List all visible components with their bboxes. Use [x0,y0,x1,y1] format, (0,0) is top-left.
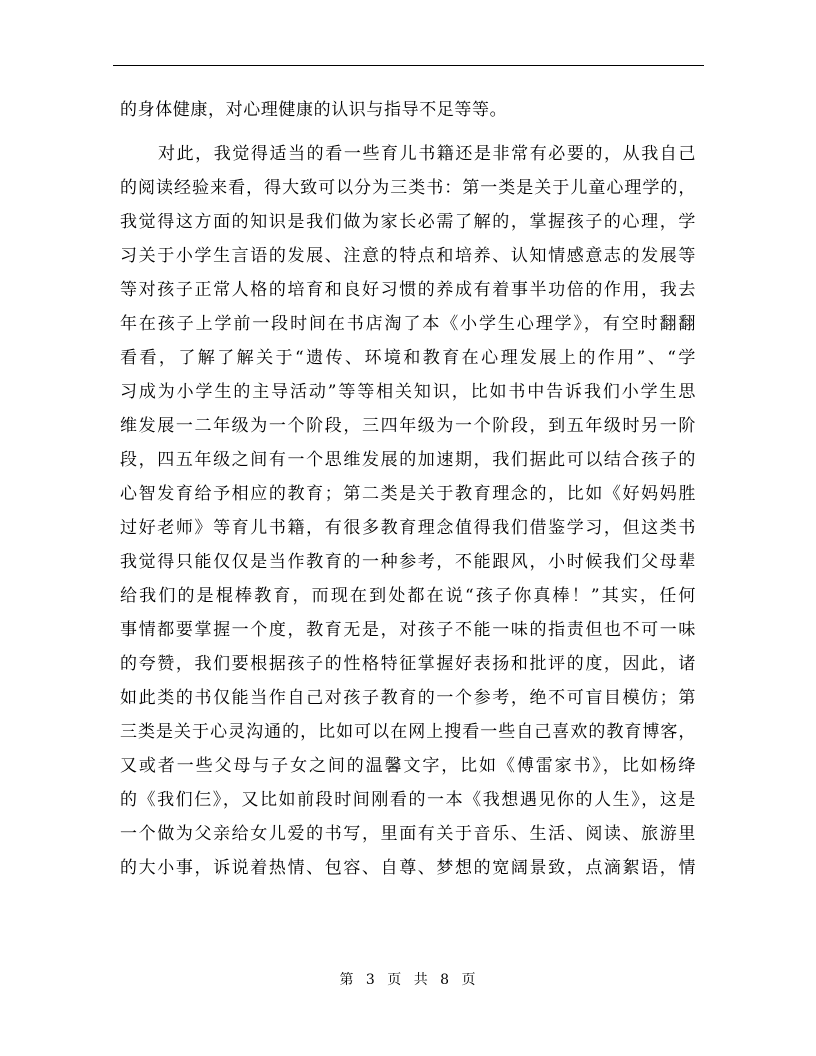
paragraph-line: 的夸赞，我们要根据孩子的性格特征掌握好表扬和批评的度，因此，诸 [120,654,696,674]
paragraph-1 [120,93,696,127]
paragraph-2 [120,137,696,885]
footer-current-page: 3 [365,972,376,988]
paragraph-line: 习成为小学生的主导活动”等等相关知识，比如书中告诉我们小学生思 [120,382,696,402]
page-footer [0,970,816,990]
paragraph-line: 的《我们仨》，又比如前段时间刚看的一本《我想遇见你的人生》，这是 [120,790,696,810]
paragraph-spacing [120,127,696,137]
paragraph-line: 的身体健康，对心理健康的认识与指导不足等等。 [120,100,508,120]
paragraph-line: 的阅读经验来看，得大致可以分为三类书：第一类是关于儿童心理学的， [120,178,696,198]
paragraph-line: 一个做为父亲给女儿爱的书写，里面有关于音乐、生活、阅读、旅游里 [120,824,696,844]
paragraph-line: 给我们的是棍棒教育，而现在到处都在说“孩子你真棒！”其实，任何 [120,586,696,606]
paragraph-line: 习关于小学生言语的发展、注意的特点和培养、认知情感意志的发展等 [120,246,696,266]
paragraph-line: 如此类的书仅能当作自己对孩子教育的一个参考，绝不可盲目模仿；第 [120,688,696,708]
paragraph-line: 又或者一些父母与子女之间的温馨文字，比如《傅雷家书》，比如杨绛 [120,756,696,776]
paragraph-line: 等对孩子正常人格的培育和良好习惯的养成有着事半功倍的作用，我去 [120,280,696,300]
paragraph-line: 事情都要掌握一个度，教育无是，对孩子不能一味的指责但也不可一味 [120,620,696,640]
paragraph-line: 我觉得这方面的知识是我们做为家长必需了解的，掌握孩子的心理，学 [120,212,696,232]
footer-suffix: 页 [461,972,477,988]
paragraph-line: 我觉得只能仅仅是当作教育的一种参考，不能跟风，小时候我们父母辈 [120,552,696,572]
header-rule [113,65,704,66]
paragraph-line: 段，四五年级之间有一个思维发展的加速期，我们据此可以结合孩子的 [120,450,696,470]
footer-total-pages: 8 [440,972,451,988]
paragraph-line: 的大小事，诉说着热情、包容、自尊、梦想的宽阔景致，点滴絮语，情 [120,858,696,878]
paragraph-line: 维发展一二年级为一个阶段，三四年级为一个阶段，到五年级时另一阶 [120,416,696,436]
footer-total-prefix: 共 [413,972,429,988]
footer-prefix: 第 [339,972,355,988]
paragraph-line: 对此，我觉得适当的看一些育儿书籍还是非常有必要的，从我自己 [158,144,696,164]
paragraph-line: 三类是关于心灵沟通的，比如可以在网上搜看一些自己喜欢的教育博客， [120,722,696,742]
paragraph-line: 年在孩子上学前一段时间在书店淘了本《小学生心理学》，有空时翻翻 [120,314,696,334]
paragraph-line: 过好老师》等育儿书籍，有很多教育理念值得我们借鉴学习，但这类书 [120,518,696,538]
footer-page-word: 页 [387,972,403,988]
document-body [120,93,696,885]
paragraph-line: 看看，了解了解关于“遗传、环境和教育在心理发展上的作用”、“学 [120,348,696,368]
paragraph-line: 心智发育给予相应的教育；第二类是关于教育理念的，比如《好妈妈胜 [120,484,696,504]
